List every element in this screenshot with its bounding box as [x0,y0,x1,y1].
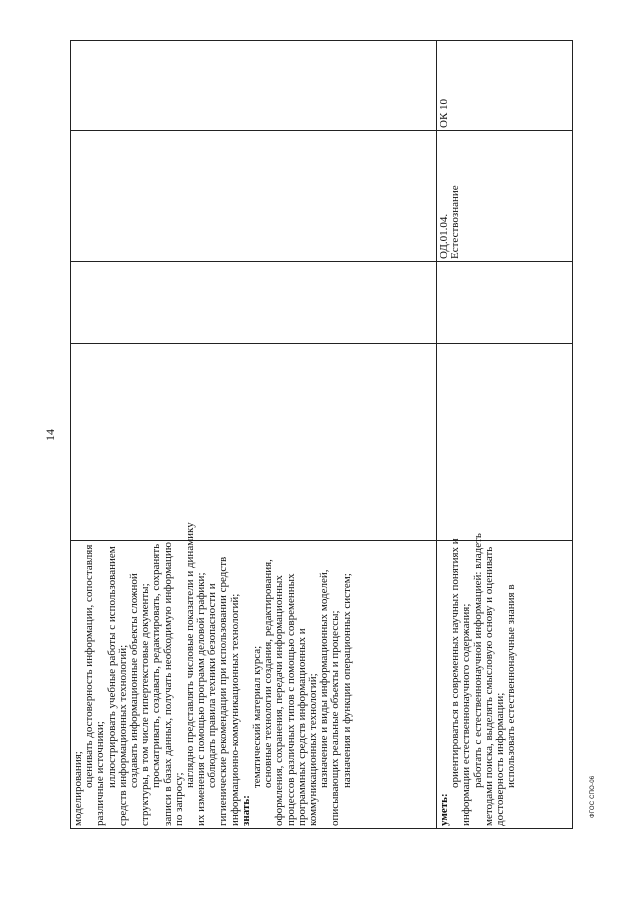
content-line: процессов различных типов с помощью современных [284,573,297,826]
content-line: оформления, сохранения, передачи информационных [273,575,286,826]
column-divider [71,261,572,262]
content-line: ориентироваться в современных научных понятиях и [449,538,462,788]
content-line: назначение и виды информационных моделей, [318,569,331,788]
content-line: создавать информационные объекты сложной [127,573,140,788]
competence-code: ОК 10 [438,98,450,128]
content-line: работать с естественнонаучной информацией: владеть [471,533,484,788]
skills-knowledge-block-1 [73,522,353,826]
content-line: различные источники; [94,721,107,826]
content-line: назначения и функции операционных систем; [340,573,353,788]
know-heading: знать: [239,795,252,826]
content-line: по запросу; [172,772,185,826]
content-line: достоверность информации; [493,692,506,826]
discipline-name: Естествознание [449,185,462,259]
content-line: средств информационных технологий; [116,644,129,826]
content-line: описывающих реальные объекты и процессы; [329,610,342,826]
content-line: основные технологии создания, редактирования, [262,559,275,788]
content-line: информационно-коммуникационных технологий; [228,593,241,826]
standards-table [70,40,573,829]
skills-heading: уметь: [438,793,450,826]
content-line: соблюдать правила техники безопасности и [206,583,219,788]
content-line: тематический материал курса; [251,645,263,788]
content-line: иллюстрировать учебные работы с использованием [105,546,118,788]
content-line: оценивать достоверность информации, сопоставляя [83,544,96,788]
column-divider [71,343,572,344]
content-line: просматривать, создавать, редактировать, сохранять [150,543,163,788]
content-line: гигиенические рекомендации при использовании средств [217,556,230,826]
row-divider [436,41,437,828]
discipline-cell [439,185,461,259]
skills-knowledge-block-2 [439,533,517,826]
competence-cell [439,99,450,128]
content-line: коммуникационных технологий; [306,673,319,826]
content-line: информации естественнонаучного содержания; [460,603,473,826]
content-line: наглядно представлять числовые показатели и динамику [183,522,196,788]
content-line: записи в базах данных, получать необходимую информацию [161,542,174,826]
discipline-code: ОД.01.04. [438,213,450,259]
content-line: программных средств информационных и [295,628,308,826]
column-divider [71,130,572,131]
content-line: их изменения с помощью программ деловой графики; [195,572,208,826]
page-number: 14 [43,429,57,441]
content-line: моделирования; [72,751,84,826]
footer-label: ФГОС СПО-06 [590,775,596,818]
content-line: использовать естественнонаучные знания в [505,584,518,788]
content-line: структуры, в том числе гипертекстовые документы; [139,583,152,826]
content-line: методами поиска, выделять смысловую основу и оценивать [482,546,495,826]
